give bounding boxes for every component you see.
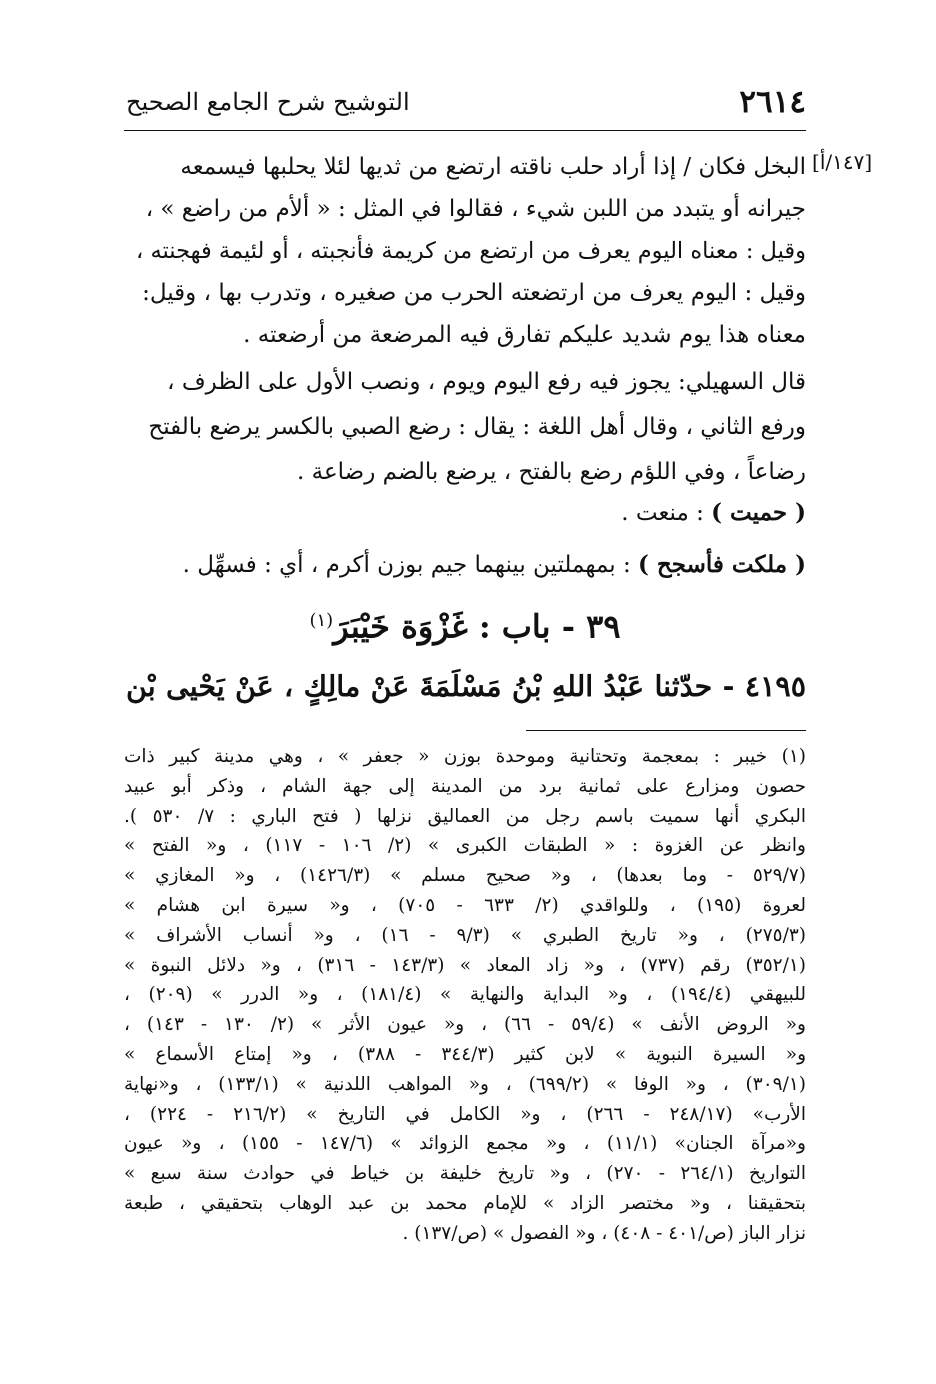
chapter-heading (124, 598, 806, 650)
footnote-reference: (١) (309, 610, 334, 631)
footnote-line: (٣٥٢/١) رقم (٧٣٧) ، و« زاد المعاد » (١٤٣/٣ - ٣١٦) ، و« دلائل النبوة » (124, 954, 806, 976)
text-line: البخل فكان / إذا أراد حلب ناقته ارتضع من ثديها لئلا يحلبها فيسمعه (180, 154, 806, 180)
hadith-line: ٤١٩٥ - حدّثنا عَبْدُ اللهِ بْنُ مَسْلَمَةَ عَنْ مالِكٍ ، عَنْ يَحْيى بْن (126, 669, 806, 703)
footnote-line: بتحقيقنا ، و« مختصر الزاد » للإمام محمد بن عبد الوهاب بتحقيقي ، طبعة (124, 1192, 806, 1214)
gloss-term: ( ملكت فأسجح ) (638, 551, 806, 578)
footnote-line: و« السيرة النبوية » لابن كثير (٣٤٤/٣ - ٣٨٨) ، و« إمتاع الأسماع » (124, 1043, 806, 1065)
footnote-line: (٢٧٥/٣) ، و« تاريخ الطبري » (٩/٣ - ١٦) ، و« أنساب الأشراف » (124, 924, 806, 946)
footnote-line: للبيهقي (١٩٤/٤) ، و« البداية والنهاية » (١٨١/٤) ، و« الدرر » (٢٠٩) ، (124, 984, 806, 1006)
page-number: ٢٦١٤ (739, 84, 806, 120)
footnote-line: نزار الباز (ص/٤٠١ - ٤٠٨) ، و« الفصول » (ص/١٣٧) . (402, 1222, 806, 1244)
chapter-title: ٣٩ - باب : غَزْوَة خَيْبَرَ (333, 607, 621, 646)
gloss-asjih (124, 546, 806, 584)
footnote-line: و«مرآة الجنان» (١١/١) ، و« مجمع الزوائد » (١٤٧/٦ - ١٥٥) ، و« عيون (124, 1133, 806, 1155)
text-line: ورفع الثاني ، وقال أهل اللغة : يقال : رضع الصبي بالكسر يرضع بالفتح (148, 414, 806, 440)
text-line: قال السهيلي: يجوز فيه رفع اليوم ويوم ، ونصب الأول على الظرف ، (167, 369, 806, 395)
footnote-line: الأرب» (٢٤٨/١٧ - ٢٦٦) ، و« الكامل في التاريخ » (٢١٦/٢ - ٢٢٤) ، (124, 1103, 806, 1125)
footnote-line: وانظر عن الغزوة : « الطبقات الكبرى » (٢/ ١٠٦ - ١١٧) ، و« الفتح » (124, 835, 806, 857)
footnote-line: التواريخ (٢٦٤/١ - ٢٧٠) ، و« تاريخ خليفة بن خياط في حوادث سنة سبع » (124, 1163, 806, 1185)
text-line: معناه هذا يوم شديد عليكم تفارق فيه المرضعة من أرضعته . (243, 322, 806, 348)
footnote-line: (٣٠٩/١) ، و« الوفا » (٦٩٩/٢) ، و« المواهب اللدنية » (١٣٣/١) ، و«نهاية (124, 1073, 806, 1095)
text-line: رضاعاً ، وفي اللؤم رضع بالفتح ، يرضع بالضم رضاعة . (297, 459, 806, 485)
footnote-line: لعروة (١٩٥) ، وللواقدي (٢/ ٦٣٣ - ٧٠٥) ، و« سيرة ابن هشام » (124, 894, 806, 916)
footnote-line: (١) خيبر : بمعجمة وتحتانية وموحدة بوزن « جعفر » ، وهي مدينة كبير ذات (124, 746, 806, 767)
running-title: التوشيح شرح الجامع الصحيح (126, 88, 410, 116)
gloss-hamit (124, 494, 806, 532)
text-line: وقيل : اليوم يعرف من ارتضعته الحرب من صغيره ، وتدرب بها ، وقيل: (142, 280, 806, 306)
commentary-paragraph-1 (124, 146, 806, 356)
page-header (124, 84, 806, 124)
footnote-separator (526, 730, 806, 731)
text-line: وقيل : معناه اليوم يعرف من ارتضع من كريمة فأنجبته ، أو لئيمة فهجنته ، (136, 238, 806, 264)
manuscript-folio-ref: [١٤٧/أ] (812, 150, 873, 174)
gloss-text: : منعت . (621, 500, 712, 526)
header-rule (124, 130, 806, 131)
text-line: جيرانه أو يتبدد من اللبن شيء ، فقالوا في المثل : « ألأم من راضع » ، (145, 196, 806, 222)
footnote-line: حصون ومزارع على ثمانية برد من المدينة إلى جهة الشام ، وذكر أبو عبيد (124, 775, 806, 797)
footnote-line: (٥٢٩/٧ - وما بعدها) ، و« صحيح مسلم » (١٤٢٦/٣) ، و« المغازي » (124, 865, 806, 887)
footnotes (124, 742, 806, 1249)
footnote-line: و« الروض الأنف » (٥٩/٤ - ٦٦) ، و« عيون الأثر » (٢/ ١٣٠ - ١٤٣) ، (124, 1014, 806, 1036)
gloss-term: ( حميت ) (711, 499, 806, 526)
gloss-text: : بمهملتين بينهما جيم بوزن أكرم ، أي : فسهِّل . (182, 552, 639, 578)
footnote-line: البكري أنها سميت باسم رجل من العماليق نزلها ( فتح الباري : ٧/ ٥٣٠ ). (124, 805, 806, 827)
commentary-paragraph-2 (124, 360, 806, 495)
